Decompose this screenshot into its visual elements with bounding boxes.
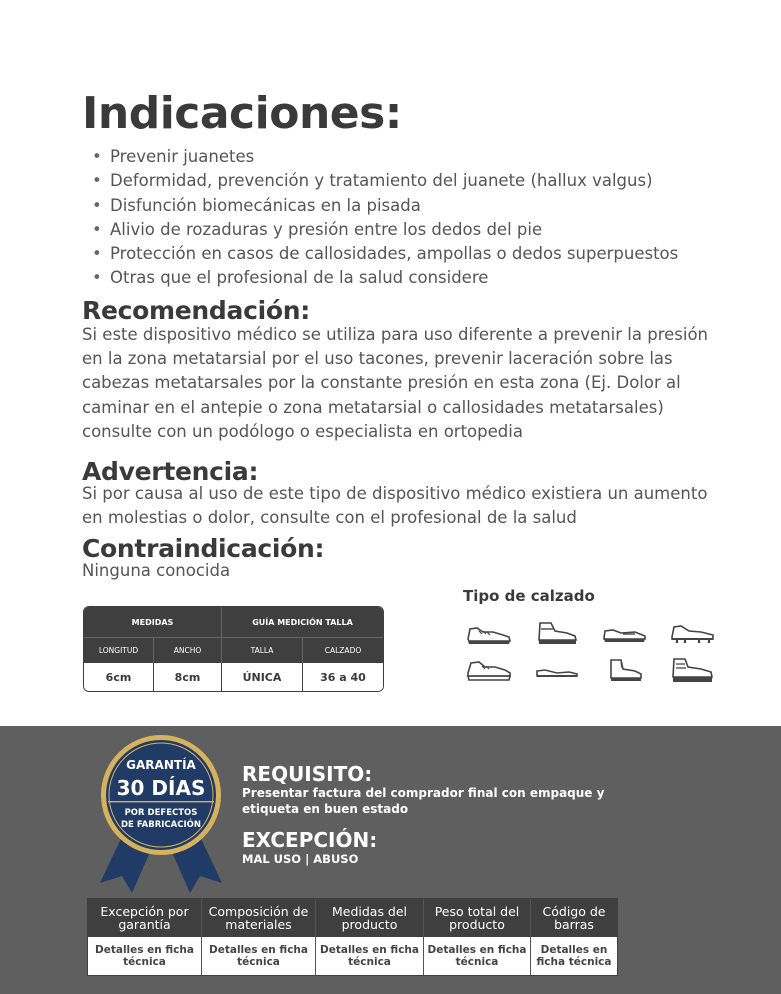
- product-details-table: [87, 898, 618, 976]
- sneaker-icon: [455, 614, 523, 651]
- warranty-badge-icon: [86, 733, 236, 893]
- badge-line4: DE FABRICACIÓN: [121, 820, 201, 830]
- advertencia-title: Advertencia:: [82, 457, 259, 486]
- list-item: • Alivio de rozaduras y presión entre los dedos del pie: [92, 218, 678, 242]
- size-group-medidas: MEDIDAS: [84, 607, 222, 637]
- size-value: 36 a 40: [320, 670, 366, 684]
- size-header: TALLA: [222, 638, 303, 663]
- excepcion-text: MAL USO | ABUSO: [242, 852, 359, 866]
- size-header: ANCHO: [154, 638, 222, 663]
- list-item: • Otras que el profesional de la salud considere: [92, 266, 678, 290]
- details-header: Código de barras: [531, 899, 617, 937]
- list-item: • Protección en casos de callosidades, ampollas o dedos superpuestos: [92, 242, 678, 266]
- size-value: 6cm: [84, 663, 154, 691]
- contraindicacion-title: Contraindicación:: [82, 534, 325, 563]
- excepcion-title: EXCEPCIÓN:: [242, 828, 378, 852]
- badge-line1: GARANTÍA: [126, 758, 196, 772]
- advertencia-text: Si por causa al uso de este tipo de dispositivo médico existiera un aumento en molestias o dolor, consulte con el profesional de la salud: [82, 484, 708, 528]
- requisito-title: REQUISITO:: [242, 762, 373, 786]
- size-guide-table: [83, 606, 384, 692]
- details-header: Medidas del producto: [316, 899, 423, 937]
- details-value: Detalles en ficha técnica: [316, 937, 423, 975]
- details-value: Detalles en ficha técnica: [531, 937, 617, 975]
- size-value: ÚNICA: [222, 663, 303, 691]
- details-value: Detalles en ficha técnica: [202, 937, 315, 975]
- hiking-boot-icon: [659, 651, 727, 688]
- running-shoe-icon: [455, 651, 523, 688]
- details-header: Peso total del producto: [424, 899, 530, 937]
- calzado-title: Tipo de calzado: [463, 587, 595, 605]
- details-header: Excepción por garantía: [88, 899, 201, 937]
- recomendacion-text: Si este dispositivo médico se utiliza para uso diferente a prevenir la presión en la zona metatarsial por el uso tacones, prevenir laceración sobre las cabezas metatarsales por la constante presión en esta zona (Ej. Dolor al caminar en el antepie o zona metatarsial o callosidades metatarsales) consulte con un podólogo o especialista en ortopedia: [82, 325, 709, 441]
- list-item: • Disfunción biomecánicas en la pisada: [92, 194, 678, 218]
- list-item: • Prevenir juanetes: [92, 145, 678, 169]
- badge-line3: POR DEFECTOS: [124, 808, 198, 818]
- contraindicacion-text: Ninguna conocida: [82, 561, 231, 580]
- loafer-icon: [591, 614, 659, 651]
- indicaciones-list: [92, 145, 678, 291]
- requisito-text: Presentar factura del comprador final con empaque y etiqueta en buen estado: [242, 786, 605, 816]
- details-header: Composición de materiales: [202, 899, 315, 937]
- details-value: Detalles en ficha técnica: [88, 937, 201, 975]
- details-value: Detalles en ficha técnica: [424, 937, 530, 975]
- size-group-guia: GUÍA MEDICIÓN TALLA: [252, 617, 353, 627]
- high-top-sneaker-icon: [523, 614, 591, 651]
- recomendacion-title: Recomendación:: [82, 296, 310, 325]
- badge-line2: 30 DÍAS: [116, 776, 206, 800]
- list-item: • Deformidad, prevención y tratamiento del juanete (hallux valgus): [92, 169, 678, 193]
- cleat-icon: [659, 614, 727, 651]
- ankle-boot-icon: [591, 651, 659, 688]
- table-row: [84, 663, 383, 691]
- size-value: 8cm: [154, 663, 222, 691]
- shoe-type-grid: [455, 614, 725, 688]
- flat-shoe-icon: [523, 651, 591, 688]
- size-header: LONGITUD: [84, 638, 154, 663]
- size-header: CALZADO: [324, 646, 362, 655]
- indicaciones-title: Indicaciones:: [82, 88, 402, 139]
